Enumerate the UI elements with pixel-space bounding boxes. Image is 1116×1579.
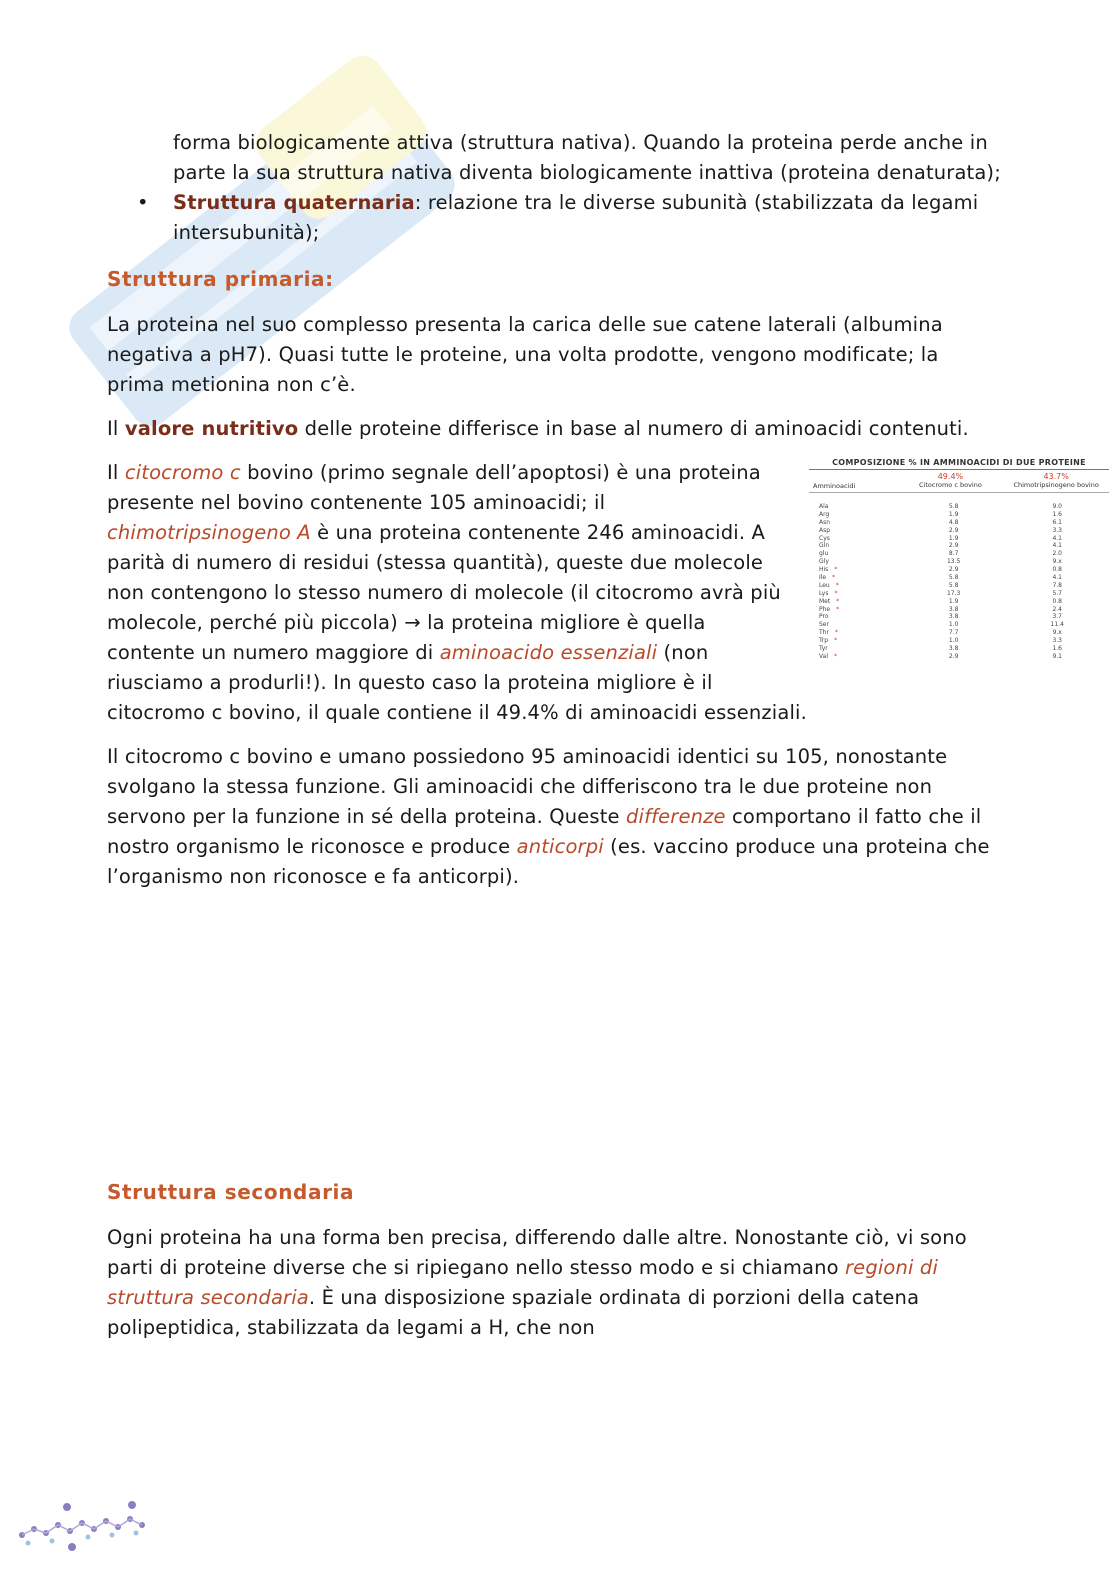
table-cell-aminoacid: Ser [819, 621, 829, 629]
table-row [809, 574, 1109, 582]
table-cell-aminoacid: Ala [819, 503, 829, 510]
table-cell-chimotripsinogeno: 0.8 [1052, 597, 1062, 605]
table-row [809, 645, 1109, 653]
table-cell-chimotripsinogeno: 2.0 [1052, 550, 1062, 558]
table-cell-chimotripsinogeno: 1.6 [1052, 510, 1062, 518]
table-row [809, 527, 1109, 535]
table-cell-chimotripsinogeno: 0.8 [1052, 566, 1062, 574]
table-cell-aminoacid: glu [819, 550, 829, 558]
table-cell-aminoacid: Met [819, 597, 831, 605]
table-cell-citocromo: 13.5 [946, 558, 961, 566]
heading-struttura-primaria: Struttura primaria: [107, 267, 334, 291]
table-cell-aminoacid-wrap [809, 645, 902, 653]
table-row [809, 653, 1109, 661]
table-cell-aminoacid-wrap [809, 503, 902, 511]
table-row [809, 621, 1109, 629]
table-row [809, 542, 1109, 550]
table-row [809, 519, 1109, 527]
term-chimotripsinogeno: chimotripsinogeno A [107, 521, 311, 544]
essential-star-icon: * [836, 597, 840, 605]
table-cell-aminoacid: Pro [819, 613, 829, 621]
table-cell-aminoacid-wrap [809, 637, 902, 645]
table-cell-citocromo: 5.8 [948, 574, 959, 582]
table-cell-citocromo: 5.8 [948, 503, 959, 510]
table-cell-aminoacid-wrap [809, 621, 902, 629]
term-regioni-secondaria: regioni di struttura secondaria [107, 1256, 939, 1309]
table-cell-citocromo: 1.9 [948, 534, 959, 542]
table-body [809, 503, 1109, 661]
table-col-aminoacidi: Amminoacidi [813, 482, 856, 490]
essential-star-icon: * [832, 574, 836, 582]
table-row [809, 613, 1109, 621]
term-quaternaria: Struttura quaternaria [173, 191, 415, 214]
table-cell-aminoacid: Thr [819, 629, 829, 637]
table-cell-aminoacid-wrap [809, 606, 902, 614]
arrow-icon: → [404, 611, 421, 634]
table-cell-aminoacid: Val [819, 652, 828, 660]
table-cell-aminoacid: His [819, 566, 829, 574]
term-valore-nutritivo: valore nutritivo [124, 417, 299, 440]
table-cell-citocromo: 1.0 [948, 621, 959, 629]
table-cell-aminoacid: Arg [819, 510, 830, 518]
table-cell-citocromo: 7.7 [948, 629, 959, 637]
table-cell-citocromo: 5.8 [948, 581, 959, 589]
table-cell-chimotripsinogeno: 9.x [1052, 558, 1062, 566]
essential-star-icon: * [836, 605, 840, 613]
paragraph-bovino-umano: Il citocromo c bovino e umano possiedono 95 aminoacidi identici su 105, nonostante svolgano la stessa funzione. Gli aminoacidi che differiscono tra le due proteine non servono per la funzione in sé della proteina. Queste differenze comportano il fatto che il nostro organismo le riconosce e produce anticorpi (es. vaccino produce una proteina che l’organismo non riconosce e fa anticorpi). [107, 745, 990, 888]
table-cell-citocromo: 3.8 [948, 613, 959, 621]
quaternaria-text: : relazione tra le diverse subunità (stabilizzata da legami intersubunità); [173, 191, 979, 244]
table-cell-citocromo: 2.9 [948, 652, 959, 660]
table-cell-citocromo: 4.8 [948, 518, 959, 526]
table-cell-aminoacid-wrap [809, 582, 902, 590]
table-cell-aminoacid: Ile [819, 574, 827, 582]
table-col-citocromo: 49.4% Citocromo c bovino [919, 472, 982, 489]
table-cell-citocromo: 1.9 [948, 597, 959, 605]
term-differenze: differenze [626, 805, 726, 828]
molecule-logo-icon [12, 1495, 152, 1565]
table-row [809, 535, 1109, 543]
table-cell-citocromo: 2.9 [948, 526, 959, 534]
table-cell-chimotripsinogeno: 9.1 [1052, 652, 1062, 660]
table-cell-chimotripsinogeno: 4.1 [1052, 574, 1062, 582]
table-cell-aminoacid-wrap [809, 574, 902, 582]
paragraph-citocromo: Il citocromo c bovino (primo segnale dell’apoptosi) è una proteina presente nel bovino contenente 105 aminoacidi; il chimotripsinogeno A è una proteina contenente 246 aminoacidi. A parità di numero di residui (stessa quantità), queste due molecole non contengono lo stesso numero di molecole (il citocromo avrà più molecole, perché più piccola) → la proteina migliore è quella contente un numero maggiore di aminoacido essenziali (non riusciamo a produrli!). In questo caso la proteina migliore è il citocromo c bovino, il quale contiene il 49.4% di aminoacidi essenziali. [107, 461, 807, 724]
table-cell-aminoacid-wrap [809, 566, 902, 574]
table-row [809, 598, 1109, 606]
table-cell-citocromo: 3.8 [948, 645, 959, 653]
table-cell-aminoacid: Lys [819, 589, 829, 597]
table-cell-aminoacid-wrap [809, 629, 902, 637]
table-row [809, 629, 1109, 637]
table-cell-aminoacid-wrap [809, 590, 902, 598]
table-cell-citocromo: 1.9 [948, 510, 959, 518]
essential-star-icon: * [834, 566, 838, 574]
table-cell-aminoacid: Cys [819, 534, 830, 542]
table-cell-aminoacid-wrap [809, 542, 902, 550]
table-col-chimotripsinogeno: 43.7% Chimotripsinogeno bovino [1013, 472, 1099, 489]
table-cell-citocromo: 3.8 [948, 605, 959, 613]
table-cell-aminoacid-wrap [809, 550, 902, 558]
essential-star-icon: * [833, 652, 837, 660]
essential-star-icon: * [834, 629, 838, 637]
table-cell-chimotripsinogeno: 4.1 [1052, 534, 1062, 542]
table-cell-chimotripsinogeno: 11.4 [1050, 621, 1064, 629]
table-cell-aminoacid-wrap [809, 613, 902, 621]
table-title: COMPOSIZIONE % IN AMMINOACIDI DI DUE PROTEINE [809, 458, 1109, 470]
table-cell-aminoacid-wrap [809, 527, 902, 535]
table-row [809, 566, 1109, 574]
table-cell-chimotripsinogeno: 9.0 [1052, 503, 1062, 510]
table-cell-aminoacid-wrap [809, 519, 902, 527]
bullet-dot: • [137, 191, 149, 214]
table-cell-aminoacid: Asp [819, 526, 831, 534]
essential-star-icon: * [834, 637, 838, 645]
essential-star-icon: * [835, 581, 839, 589]
term-anticorpi: anticorpi [516, 835, 604, 858]
table-cell-chimotripsinogeno: 6.1 [1052, 518, 1062, 526]
table-header [809, 470, 1109, 493]
table-cell-aminoacid: Tyr [819, 645, 828, 653]
table-cell-chimotripsinogeno: 2.4 [1052, 605, 1062, 613]
table-row [809, 637, 1109, 645]
amino-acid-table [809, 458, 1109, 678]
table-cell-chimotripsinogeno: 3.3 [1052, 526, 1062, 534]
table-cell-aminoacid: Leu [819, 581, 830, 589]
table-cell-aminoacid: Asn [819, 518, 831, 526]
table-cell-citocromo: 2.9 [948, 566, 959, 574]
term-aminoacido-essenziali: aminoacido essenziali [439, 641, 658, 664]
table-cell-citocromo: 2.9 [948, 542, 959, 550]
table-cell-chimotripsinogeno: 1.6 [1052, 645, 1062, 653]
table-cell-chimotripsinogeno: 5.7 [1052, 589, 1062, 597]
table-cell-chimotripsinogeno: 3.3 [1052, 637, 1062, 645]
table-row [809, 550, 1109, 558]
table-cell-citocromo: 8.7 [948, 550, 959, 558]
table-cell-aminoacid: Gln [819, 542, 830, 550]
table-row [809, 590, 1109, 598]
table-cell-aminoacid: Gly [819, 558, 829, 566]
term-citocromo-c: citocromo c [124, 461, 241, 484]
table-cell-aminoacid-wrap [809, 598, 902, 606]
paragraph-valore-nutritivo: Il valore nutritivo delle proteine differisce in base al numero di aminoacidi contenuti. [107, 417, 969, 440]
table-cell-aminoacid-wrap [809, 511, 902, 519]
paragraph-carica: La proteina nel suo complesso presenta la carica delle sue catene laterali (albumina negativa a pH7). Quasi tutte le proteine, una volta prodotte, vengono modificate; la prima metionina non c’è. [107, 313, 943, 396]
table-row [809, 582, 1109, 590]
paragraph-secondaria: Ogni proteina ha una forma ben precisa, differendo dalle altre. Nonostante ciò, vi sono parti di proteine diverse che si ripiegano nello stesso modo e si chiamano regioni di struttura secondaria. È una disposizione spaziale ordinata di porzioni della catena polipeptidica, stabilizzata da legami a H, che non [107, 1226, 967, 1339]
table-row [809, 606, 1109, 614]
table-cell-aminoacid: Phe [819, 605, 831, 613]
page-content [107, 128, 1099, 1343]
table-cell-citocromo: 1.0 [948, 637, 959, 645]
table-cell-chimotripsinogeno: 3.7 [1052, 613, 1062, 621]
table-row [809, 503, 1109, 511]
list-item-continuation: forma biologicamente attiva (struttura nativa). Quando la proteina perde anche in parte la sua struttura nativa diventa biologicamente inattiva (proteina denaturata); [173, 131, 1001, 184]
table-row [809, 511, 1109, 519]
table-cell-aminoacid-wrap [809, 653, 902, 661]
table-cell-aminoacid-wrap [809, 558, 902, 566]
table-cell-citocromo: 17.3 [946, 589, 961, 597]
essential-star-icon: * [834, 589, 838, 597]
heading-struttura-secondaria: Struttura secondaria [107, 1180, 355, 1204]
table-cell-aminoacid: Trp [819, 637, 829, 645]
table-cell-chimotripsinogeno: 9.x [1052, 629, 1062, 637]
table-cell-aminoacid-wrap [809, 535, 902, 543]
list-item-quaternaria [107, 188, 1002, 248]
table-cell-chimotripsinogeno: 4.1 [1052, 542, 1062, 550]
table-cell-chimotripsinogeno: 7.8 [1052, 581, 1062, 589]
bullet-list [107, 128, 1002, 248]
table-row [809, 558, 1109, 566]
